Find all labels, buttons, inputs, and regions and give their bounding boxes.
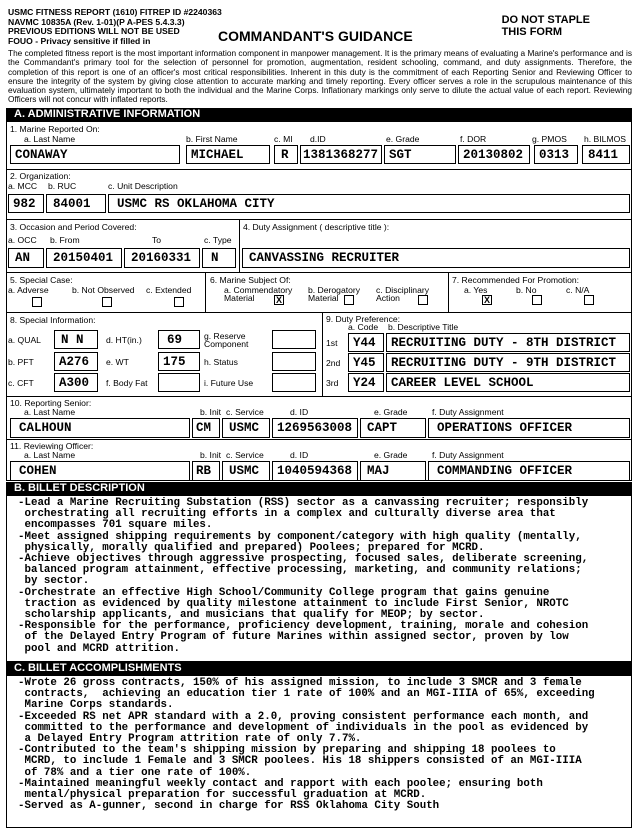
body-fat-cell bbox=[158, 373, 200, 392]
marine-first-name: MICHAEL bbox=[191, 148, 244, 162]
label-yes: a. Yes bbox=[464, 285, 488, 295]
special-info-heading: 8. Special Information: bbox=[10, 315, 96, 325]
label-last-name: a. Last Name bbox=[24, 134, 76, 144]
marine-mi: R bbox=[281, 148, 289, 162]
ro-service: USMC bbox=[229, 464, 260, 478]
staple-line-2: THIS FORM bbox=[501, 26, 563, 38]
org-ruc-cell bbox=[46, 194, 106, 213]
marine-last-name-cell bbox=[10, 145, 180, 164]
ro-label-id: d. ID bbox=[290, 450, 309, 460]
marine-dor-cell bbox=[458, 145, 530, 164]
ro-service-cell bbox=[222, 461, 270, 481]
label-pref-code: a. Code bbox=[348, 322, 379, 332]
period-from-cell bbox=[46, 248, 122, 268]
pref-code-1: Y44 bbox=[353, 336, 376, 350]
pref-title-2-cell bbox=[386, 353, 630, 372]
pref-code-2: Y45 bbox=[353, 356, 376, 370]
label-na: c. N/A bbox=[566, 285, 590, 295]
section-a-header: A. ADMINISTRATIVE INFORMATION bbox=[6, 108, 632, 121]
ro-label-init: b. Init bbox=[200, 450, 222, 460]
label-dor: f. DOR bbox=[460, 134, 487, 144]
pref-title-3: CAREER LEVEL SCHOOL bbox=[391, 376, 534, 390]
rs-grade: CAPT bbox=[367, 421, 398, 435]
ro-heading: 11. Reviewing Officer: bbox=[10, 441, 94, 451]
pref-rank-2: 2nd bbox=[326, 358, 341, 368]
period-type-cell bbox=[202, 248, 236, 268]
special-case-heading: 5. Special Case: bbox=[10, 275, 73, 285]
fitness-report-page bbox=[4, 6, 634, 828]
pref-code-1-cell bbox=[348, 333, 384, 352]
header-line-1: USMC FITNESS REPORT (1610) FITREP ID #2240363 bbox=[8, 7, 222, 17]
ro-init-cell bbox=[192, 461, 220, 481]
not-observed-checkbox[interactable] bbox=[102, 297, 112, 307]
org-heading: 2. Organization: bbox=[10, 171, 71, 181]
rs-assignment: OPERATIONS OFFICER bbox=[437, 421, 573, 435]
ro-id: 1040594368 bbox=[277, 464, 353, 478]
cft-value: A300 bbox=[59, 376, 90, 390]
label-no: b. No bbox=[516, 285, 537, 295]
org-mcc-cell bbox=[8, 194, 44, 213]
commendatory-checkbox[interactable]: X bbox=[275, 295, 282, 305]
label-adverse: a. Adverse bbox=[8, 285, 49, 295]
label-reserve-component: g. Reserve Component bbox=[204, 331, 249, 349]
pft-value: A276 bbox=[59, 355, 90, 369]
pref-code-2-cell bbox=[348, 353, 384, 372]
pref-heading: 9. Duty Preference: bbox=[326, 314, 401, 324]
rs-service-cell bbox=[222, 418, 270, 438]
label-from: b. From bbox=[50, 235, 80, 245]
commandant-guidance-text: The completed fitness report is the most important information component in manpower management. It is the primary means of evaluating a Marine's performance and is the Commandant's primary tool for the selection of personnel for promotion, augmentation, resident schooling, command, and duty assignments. Therefore, the completion of this report is one of an officer's most critical responsibilities. Inherent in this duty is the commitment of each Reporting Senior and Reviewing Officer to ensure the integrity of the system by giving close attention to accurate marking and timely reporting. Every officer serves a role in the scrupulous maintenance of this evaluation system, ultimately important to both the individual and the Marine Corps. Inflationary markings only serve to dilute the actual value of each report. Reviewing Officers will not concur with inflated reports. bbox=[8, 48, 632, 105]
rs-assign-cell bbox=[428, 418, 630, 438]
promotion-heading: 7. Recommended For Promotion: bbox=[452, 275, 580, 285]
rs-last-cell bbox=[10, 418, 190, 438]
pref-title-1: RECRUITING DUTY - 8TH DISTRICT bbox=[391, 336, 617, 350]
rs-last-name: CALHOUN bbox=[19, 421, 72, 435]
pref-rank-3: 3rd bbox=[326, 378, 339, 388]
period-heading: 3. Occasion and Period Covered: bbox=[10, 222, 137, 232]
billet-accomplishments-text: -Wrote 26 gross contracts, 150% of his assigned mission, to include 3 SMCR and 3 female contracts, achieving an education tier 1 rate of 100% and an MGI-IIIA of 65%, exceeding Marine Corps standards. -Exceeded RS net APR standard with a 2.0, proving consistent performance each month, and committed to the performance and development of individuals in the pool as evidenced by a Delayed Entry Program attrition rate of only 7.7%. -Contributed to the team's shipping mission by preparing and shipping 18 poolees to MCRD, to include 1 Female and 3 SMCR poolees. His 18 shippers consisted of an MGI-IIIA of 78% and a tier one rate of 100%. -Maintained meaningful weekly contact and rapport with each poolee; ensuring both mental/physical preparation for successful graduation at MCRD. -Served as A-gunner, second in charge for RSS Oklahoma City South bbox=[18, 677, 595, 813]
rs-init-cell bbox=[192, 418, 220, 438]
billet-description-text: -Lead a Marine Recruiting Substation (RSS) sector as a canvassing recruiter; responsibly orchestrating all recruiting efforts in a complex and culturally diverse area that encompasses 701 square miles. -Meet assigned shipping requirements by component/category with high quality (mentally, physically, morally qualified and prepared) Poolees; prepared for MCRD. -Achieve objectives through aggressive prospecting, focused sales, deliberate screening, balanced program attainment, effective processing, marketing, and community relations; by sector. -Orchestrate an effective High School/Community College program that gains genuine traction as evidenced by quality milestone attainment to include First Senior, NROTC scholarship applicants, and musicians that qualify for MEOP; by sector. -Responsible for the performance, proficiency development, training, morale and cohesion of the Delayed Entry Program of future Marines within assigned sector, proven by low pool and MCRD attrition. bbox=[18, 497, 589, 655]
marine-bilmos: 8411 bbox=[588, 148, 619, 162]
pref-code-3: Y24 bbox=[353, 376, 376, 390]
label-pft: b. PFT bbox=[8, 357, 34, 367]
pft-cell bbox=[54, 352, 98, 371]
org-mcc: 982 bbox=[13, 197, 36, 211]
label-ruc: b. RUC bbox=[48, 181, 77, 191]
ro-label-grade: e. Grade bbox=[374, 450, 408, 460]
rs-label-last: a. Last Name bbox=[24, 407, 76, 417]
rs-grade-cell bbox=[360, 418, 426, 438]
duty-assignment-cell bbox=[242, 248, 630, 268]
rs-label-id: d. ID bbox=[290, 407, 309, 417]
cft-cell bbox=[54, 373, 98, 392]
ro-label-assign: f. Duty Assignment bbox=[432, 450, 504, 460]
subject-heading: 6. Marine Subject Of: bbox=[210, 275, 291, 285]
pref-title-3-cell bbox=[386, 373, 630, 392]
label-disciplinary: c. Disciplinary Action bbox=[376, 285, 430, 303]
pref-rank-1: 1st bbox=[326, 338, 338, 348]
disciplinary-checkbox[interactable] bbox=[418, 295, 428, 305]
org-unit-cell bbox=[108, 194, 630, 213]
ro-last-cell bbox=[10, 461, 190, 481]
marine-heading: 1. Marine Reported On: bbox=[10, 124, 100, 134]
staple-notice bbox=[502, 14, 590, 38]
ro-id-cell bbox=[272, 461, 358, 481]
rs-heading: 10. Reporting Senior: bbox=[10, 398, 92, 408]
marine-grade: SGT bbox=[389, 148, 412, 162]
label-qual: a. QUAL bbox=[8, 335, 41, 345]
section-c-header: C. BILLET ACCOMPLISHMENTS bbox=[6, 662, 632, 675]
pref-title-2: RECRUITING DUTY - 9TH DISTRICT bbox=[391, 356, 617, 370]
ro-assignment: COMMANDING OFFICER bbox=[437, 464, 573, 478]
promotion-yes-checkbox[interactable]: X bbox=[483, 295, 490, 305]
label-type: c. Type bbox=[204, 235, 232, 245]
marine-pmos-cell bbox=[534, 145, 578, 164]
rs-service: USMC bbox=[229, 421, 260, 435]
marine-pmos: 0313 bbox=[539, 148, 570, 162]
marine-first-name-cell bbox=[186, 145, 270, 164]
label-bilmos: h. BILMOS bbox=[584, 134, 627, 144]
org-ruc: 84001 bbox=[53, 197, 91, 211]
period-occ: AN bbox=[15, 251, 31, 265]
extended-checkbox[interactable] bbox=[174, 297, 184, 307]
period-type: N bbox=[211, 251, 219, 265]
ro-assign-cell bbox=[428, 461, 630, 481]
marine-last-name: CONAWAY bbox=[15, 148, 68, 162]
label-body-fat: f. Body Fat bbox=[106, 378, 148, 388]
ro-init: RB bbox=[196, 464, 212, 478]
derogatory-checkbox[interactable] bbox=[344, 295, 354, 305]
label-cft: c. CFT bbox=[8, 378, 34, 388]
rs-label-assign: f. Duty Assignment bbox=[432, 407, 504, 417]
marine-id-cell bbox=[300, 145, 382, 164]
ro-last-name: COHEN bbox=[19, 464, 57, 478]
weight-value: 175 bbox=[163, 355, 186, 369]
marine-dor: 20130802 bbox=[463, 148, 524, 162]
period-to-cell bbox=[124, 248, 200, 268]
label-unit-description: c. Unit Description bbox=[108, 181, 178, 191]
qual-cell bbox=[54, 330, 98, 349]
marine-grade-cell bbox=[384, 145, 456, 164]
duty-assignment: CANVASSING RECRUITER bbox=[249, 251, 400, 265]
marine-id: 1381368277 bbox=[303, 148, 379, 162]
label-first-name: b. First Name bbox=[186, 134, 238, 144]
period-from: 20150401 bbox=[53, 251, 114, 265]
label-extended: c. Extended bbox=[146, 285, 192, 295]
height-value: 69 bbox=[167, 333, 183, 347]
ro-label-service: c. Service bbox=[226, 450, 264, 460]
label-mcc: a. MCC bbox=[8, 181, 38, 191]
label-to: To bbox=[152, 235, 162, 245]
pref-code-3-cell bbox=[348, 373, 384, 392]
promotion-na-checkbox[interactable] bbox=[584, 295, 594, 305]
rs-label-grade: e. Grade bbox=[374, 407, 408, 417]
label-mi: c. MI bbox=[274, 134, 293, 144]
ro-grade: MAJ bbox=[367, 464, 390, 478]
reserve-component-cell bbox=[272, 330, 316, 349]
rs-init: CM bbox=[196, 421, 212, 435]
adverse-checkbox[interactable] bbox=[32, 297, 42, 307]
label-not-observed: b. Not Observed bbox=[72, 285, 135, 295]
header-line-3: PREVIOUS EDITIONS WILL NOT BE USED bbox=[8, 26, 180, 37]
qual-value: N N bbox=[61, 333, 84, 347]
header-line-4: FOUO - Privacy sensitive if filled in bbox=[8, 35, 151, 46]
rs-id: 1269563008 bbox=[277, 421, 353, 435]
pref-title-1-cell bbox=[386, 333, 630, 352]
marine-mi-cell bbox=[274, 145, 298, 164]
ro-label-last: a. Last Name bbox=[24, 450, 76, 460]
status-cell bbox=[272, 352, 316, 371]
marine-bilmos-cell bbox=[582, 145, 630, 164]
label-height: d. HT(in.) bbox=[106, 335, 142, 345]
label-pmos: g. PMOS bbox=[532, 134, 567, 144]
promotion-no-checkbox[interactable] bbox=[532, 295, 542, 305]
staple-line-1: DO NOT STAPLE bbox=[501, 14, 590, 26]
label-status: h. Status bbox=[204, 357, 238, 367]
label-pref-title: b. Descriptive Title bbox=[388, 322, 459, 332]
rs-label-service: c. Service bbox=[226, 407, 264, 417]
section-b-header: B. BILLET DESCRIPTION bbox=[6, 482, 632, 495]
label-derogatory: b. Derogatory Material bbox=[308, 285, 361, 303]
rs-id-cell bbox=[272, 418, 358, 438]
label-future-use: i. Future Use bbox=[204, 378, 254, 388]
label-commendatory: a. Commendatory Material bbox=[224, 285, 293, 303]
period-to: 20160331 bbox=[131, 251, 192, 265]
height-cell bbox=[158, 330, 200, 349]
form-header bbox=[8, 8, 222, 46]
label-occ: a. OCC bbox=[8, 235, 37, 245]
form-title: COMMANDANT'S GUIDANCE bbox=[218, 28, 413, 44]
future-use-cell bbox=[272, 373, 316, 392]
org-unit: USMC RS OKLAHOMA CITY bbox=[117, 197, 275, 211]
label-id: d.ID bbox=[310, 134, 326, 144]
label-grade: e. Grade bbox=[386, 134, 420, 144]
weight-cell bbox=[158, 352, 200, 371]
duty-heading: 4. Duty Assignment ( descriptive title ): bbox=[243, 222, 390, 232]
period-occ-cell bbox=[8, 248, 44, 268]
rs-label-init: b. Init bbox=[200, 407, 222, 417]
label-weight: e. WT bbox=[106, 357, 129, 367]
ro-grade-cell bbox=[360, 461, 426, 481]
header-line-2: NAVMC 10835A (Rev. 1-01)(P A-PES 5.4.3.3) bbox=[8, 16, 185, 27]
